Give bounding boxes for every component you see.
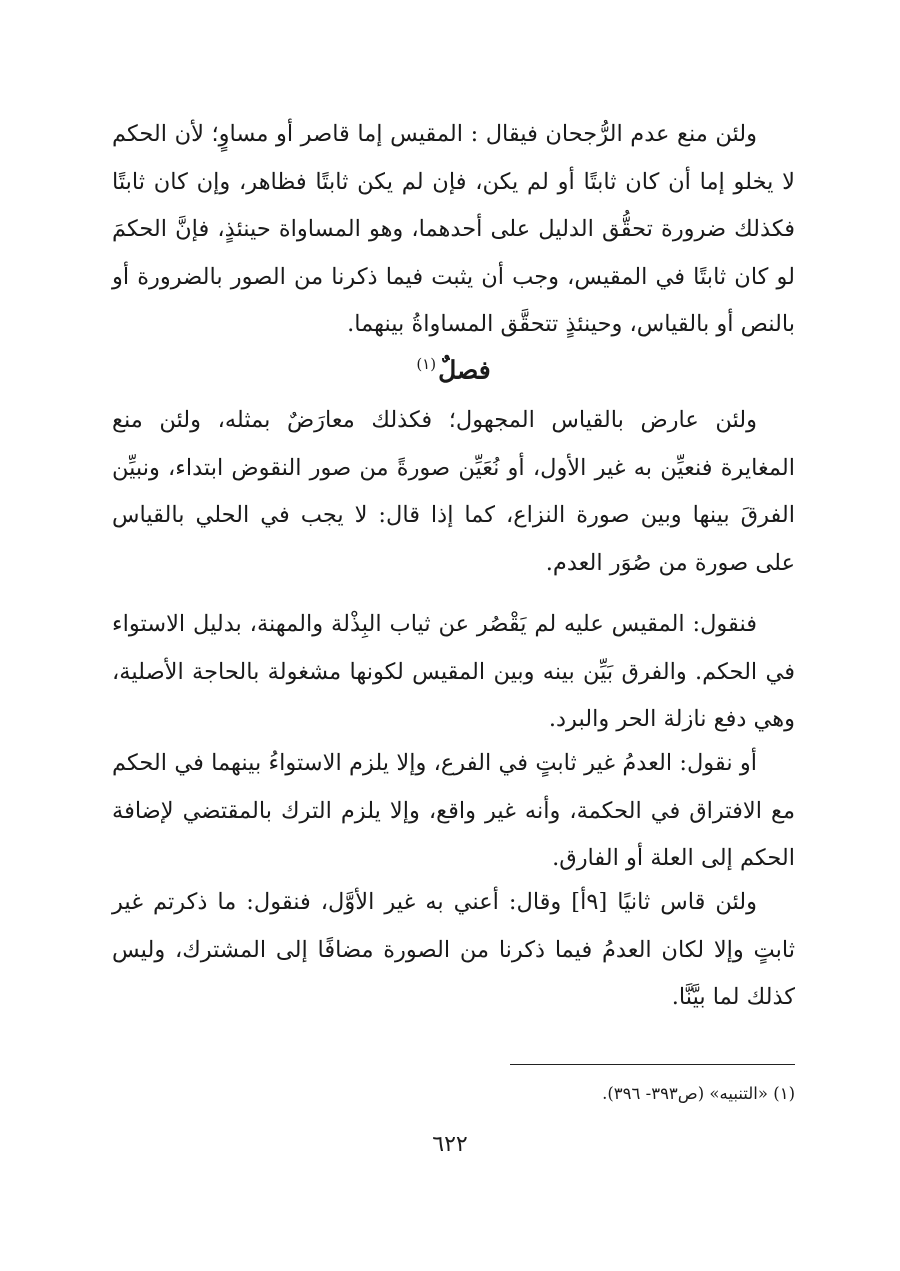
section-heading-footnote-ref[interactable]: (١) [416,355,437,373]
section-heading [112,344,795,390]
paragraph-5: ولئن قاس ثانيًا [٩أ] وقال: أعني به غير الأوَّل، فنقول: ما ذكرتم غير ثابتٍ وإلا لكان العدمُ فيما ذكرنا من الصورة مضافًا إلى المشترك، وليس كذلك لما بيَّنَّا. [112,889,795,1010]
footnote-divider [510,1064,795,1065]
page-number: ٦٢٢ [432,1132,468,1157]
section-heading-title: فصلٌ [438,355,491,385]
paragraph-4: أو نقول: العدمُ غير ثابتٍ في الفرع، وإلا يلزم الاستواءُ بينهما في الحكم مع الافتراق في الحكمة، وأنه غير واقع، وإلا يلزم الترك بالمقتضي لإضافة الحكم إلى العلة أو الفارق. [112,750,795,871]
paragraph-2: ولئن عارض بالقياس المجهول؛ فكذلك معارَضٌ بمثله، ولئن منع المغايرة فنعيِّن به غير الأول، أو نُعَيِّن صورةً من صور النقوض ابتداء، ونبيِّن الفرقَ بينها وبين صورة النزاع، كما إذا قال: لا يجب في الحلي بالقياس على صورة من صُوَر العدم. [112,407,795,576]
paragraph-3: فنقول: المقيس عليه لم يَقْصُر عن ثياب البِذْلة والمهنة، بدليل الاستواء في الحكم. والفرق بَيِّن بينه وبين المقيس لكونها مشغولة بالحاجة الأصلية، وهي دفع نازلة الحر والبرد. [112,611,795,732]
paragraph-1: ولئن منع عدم الرُّجحان فيقال : المقيس إما قاصر أو مساوٍ؛ لأن الحكم لا يخلو إما أن كان ثابتًا أو لم يكن، فإن لم يكن ثابتًا فظاهر، وإن كان ثابتًا فكذلك ضرورة تحقُّق الدليل على أحدهما، وهو المساواة حينئذٍ، فإنَّ الحكمَ لو كان ثابتًا في المقيس، وجب أن يثبت فيما ذكرنا من الصور بالضرورة أو بالنص أو بالقياس، وحينئذٍ تتحقَّق المساواةُ بينهما. [112,121,795,337]
footnote-1: (١) «التنبيه» (ص٣٩٣- ٣٩٦). [602,1084,795,1103]
